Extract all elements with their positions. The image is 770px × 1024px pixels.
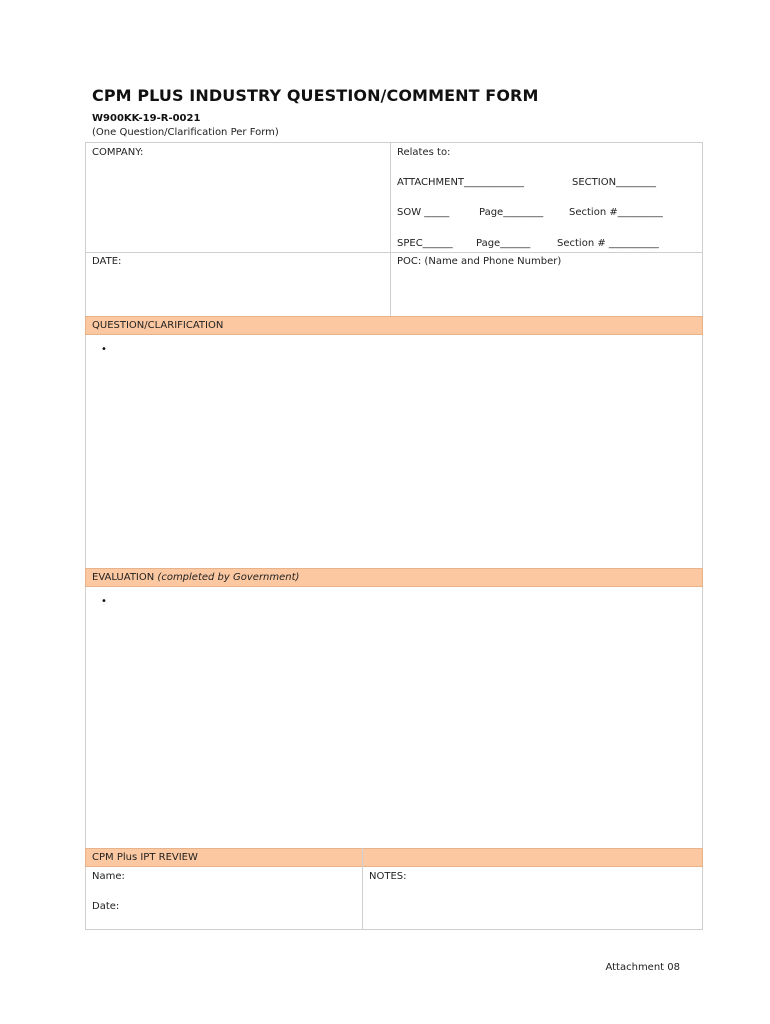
company-label: COMPANY:: [92, 147, 144, 158]
poc-label: POC: (Name and Phone Number): [397, 256, 562, 267]
evaluation-header-bar: [85, 568, 703, 587]
date-row-divider: [85, 252, 703, 253]
question-header-bar: [85, 316, 703, 335]
spec-section-field[interactable]: Section # __________: [557, 238, 659, 249]
date-label: DATE:: [92, 256, 122, 267]
evaluation-box: [85, 568, 703, 849]
review-divider: [362, 848, 363, 930]
attachment-footer: Attachment 08: [605, 962, 680, 973]
review-header-bar: [85, 848, 703, 867]
section-field[interactable]: SECTION________: [572, 177, 657, 188]
sow-field[interactable]: SOW _____: [397, 207, 450, 218]
review-date-label: Date:: [92, 901, 120, 912]
question-header: QUESTION/CLARIFICATION: [92, 320, 224, 331]
review-notes-label: NOTES:: [369, 871, 407, 882]
spec-field[interactable]: SPEC______: [397, 238, 453, 249]
top-section-divider: [390, 142, 391, 317]
attachment-field[interactable]: ATTACHMENT____________: [397, 177, 525, 188]
top-section-box: [85, 142, 703, 317]
sow-section-field[interactable]: Section #_________: [569, 207, 663, 218]
solicitation-number: W900KK-19-R-0021: [92, 113, 201, 124]
page-title: CPM PLUS INDUSTRY QUESTION/COMMENT FORM: [92, 86, 539, 105]
question-box: [85, 316, 703, 569]
spec-page-field[interactable]: Page______: [476, 238, 531, 249]
form-note: (One Question/Clarification Per Form): [92, 127, 279, 138]
question-bullet[interactable]: •: [101, 344, 107, 355]
relates-to-label: Relates to:: [397, 147, 451, 158]
evaluation-header: EVALUATION: [92, 572, 155, 583]
review-header: CPM Plus IPT REVIEW: [92, 852, 198, 863]
evaluation-header-note: (completed by Government): [157, 572, 300, 583]
sow-page-field[interactable]: Page________: [479, 207, 544, 218]
evaluation-header-wrap: [92, 572, 299, 583]
review-name-label: Name:: [92, 871, 125, 882]
evaluation-bullet[interactable]: •: [101, 596, 107, 607]
